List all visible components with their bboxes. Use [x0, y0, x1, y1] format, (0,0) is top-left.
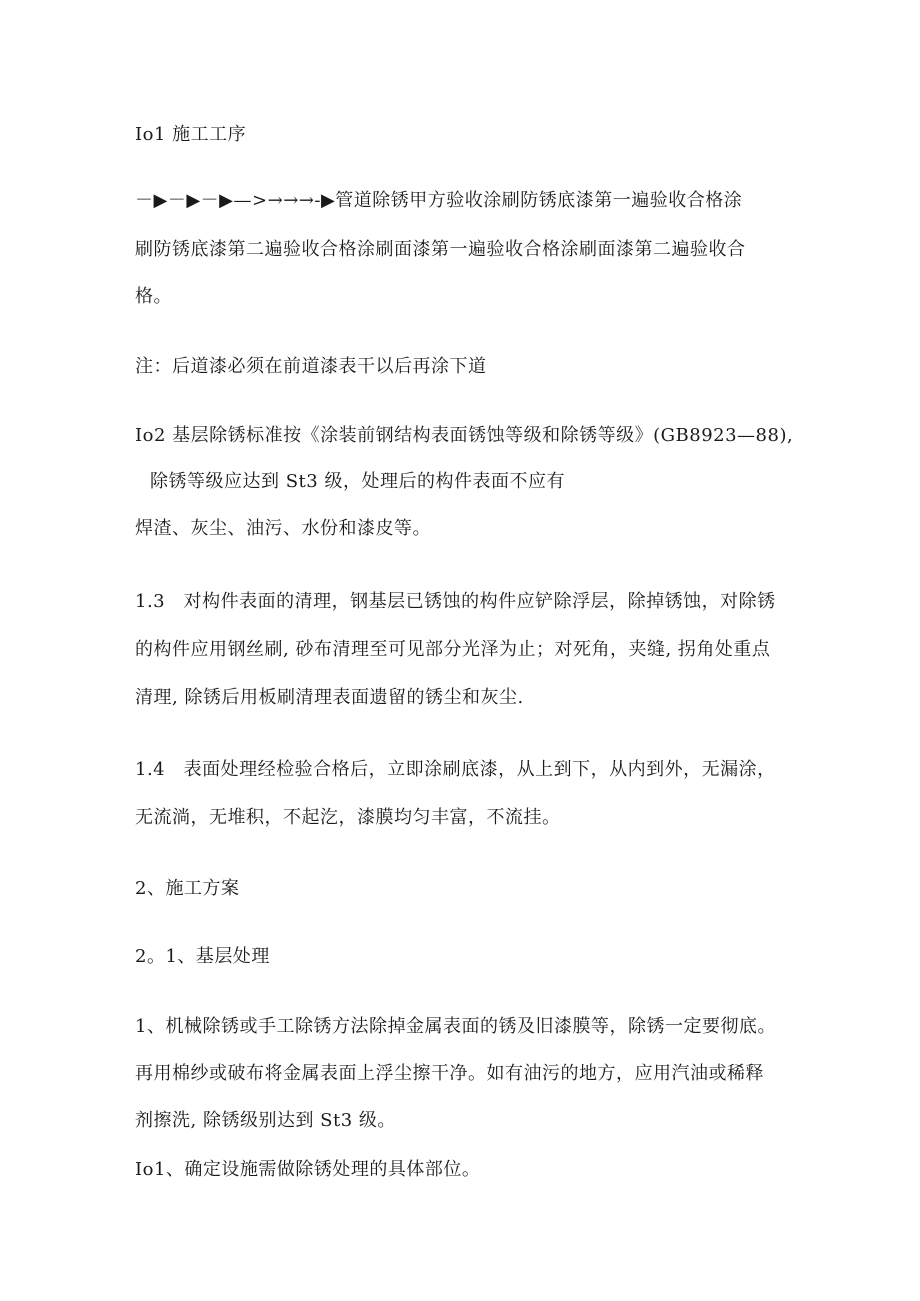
section-2-1-title: 2。1、基层处理 — [135, 946, 270, 967]
item-1-line-2: 再用棉纱或破布将金属表面上浮尘擦干净。如有油污的地方，应用汽油或稀释 — [135, 1063, 764, 1084]
process-flow-line-3: 格。 — [135, 286, 172, 307]
section-1-4-line-1: 1.4 表面处理经检验合格后，立即涂刷底漆，从上到下，从内到外，无漏涂， — [135, 759, 776, 780]
section-1-3-line-3: 清理, 除锈后用板刷清理表面遗留的锈尘和灰尘. — [135, 687, 524, 708]
section-1-4-line-2: 无流淌，无堆积，不起汔，漆膜均匀丰富，不流挂。 — [135, 807, 561, 828]
item-1-line-1: 1、机械除锈或手工除锈方法除掉金属表面的锈及旧漆膜等，除锈一定要彻底。 — [135, 1016, 776, 1037]
section-1-02-line-2: 除锈等级应达到 St3 级，处理后的构件表面不应有 — [150, 471, 565, 492]
note-text: 注：后道漆必须在前道漆表干以后再涂下道 — [135, 356, 487, 377]
final-line: Io1、确定设施需做除锈处理的具体部位。 — [135, 1159, 481, 1180]
flow-arrows: －▶－▶－▶—>→→→-▶ — [135, 190, 336, 211]
section-1-02-line-1: Io2 基层除锈标准按《涂装前钢结构表面锈蚀等级和除锈等级》(GB8923—88), — [135, 425, 794, 446]
process-flow-line-1 — [135, 189, 742, 213]
section-1-3-line-2: 的构件应用钢丝刷, 砂布清理至可见部分光泽为止；对死角，夹缝, 拐角处重点 — [135, 639, 771, 660]
section-1-01-title: Io1 施工工序 — [135, 124, 247, 145]
item-1-line-3: 剂擦洗, 除锈级别达到 St3 级。 — [135, 1110, 396, 1131]
section-2-title: 2、施工方案 — [135, 878, 240, 899]
section-1-02-line-3: 焊渣、灰尘、油污、水份和漆皮等。 — [135, 518, 431, 539]
flow-text: 管道除锈甲方验收涂刷防锈底漆第一遍验收合格涂 — [335, 190, 743, 211]
process-flow-line-2: 刷防锈底漆第二遍验收合格涂刷面漆第一遍验收合格涂刷面漆第二遍验收合 — [135, 239, 746, 260]
section-1-3-line-1: 1.3 对构件表面的清理，钢基层已锈蚀的构件应铲除浮层，除掉锈蚀，对除锈 — [135, 591, 776, 612]
